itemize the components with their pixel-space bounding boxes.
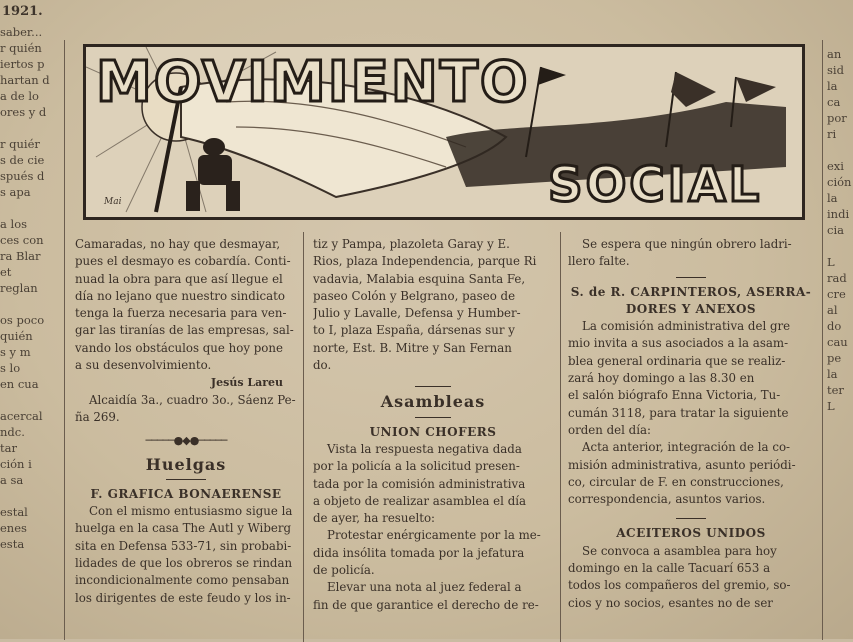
text-line: mio invita a sus asociados a la asam-	[568, 336, 789, 351]
section-title-asambleas: Asambleas	[380, 392, 486, 412]
text-line: dida insólita tomada por la jefatura	[313, 545, 525, 560]
fragment-line: ces con	[0, 233, 44, 247]
fragment-line: indi	[827, 207, 850, 221]
text-line: lidades de que los obreros se rindan	[75, 556, 293, 571]
artist-signature: Mai	[104, 197, 122, 207]
text-line: Protestar enérgicamente por la me-	[327, 528, 541, 543]
fragment-line	[0, 120, 62, 136]
fragment-line: estal	[0, 505, 28, 519]
column-rule-left	[64, 40, 65, 640]
issue-date: 1921.	[2, 4, 43, 19]
section-title-huelgas: Huelgas	[145, 454, 227, 474]
text-line: Camaradas, no hay que desmayar,	[75, 237, 281, 251]
fragment-line: a los	[0, 217, 28, 231]
article-paragraph	[568, 439, 814, 508]
fragment-line: iertos p	[0, 57, 45, 71]
text-line: Rios, plaza Independencia, parque Ri	[313, 254, 537, 269]
author-address	[75, 392, 297, 427]
text-line: zará hoy domingo a las 8.30 en	[568, 371, 755, 386]
text-line: el salón biógrafo Enna Victoria, Tu-	[568, 388, 781, 403]
fragment-line: et	[0, 265, 12, 279]
fragment-line: r quién	[0, 41, 42, 55]
text-line: cios y no socios, esantes no de ser	[568, 595, 773, 610]
article-paragraph	[313, 579, 553, 614]
text-line: Se convoca a asamblea para hoy	[582, 543, 777, 558]
text-line: Con el mismo entusiasmo sigue la	[89, 504, 293, 519]
masthead-title-movimiento: MOVIMIENTO	[96, 50, 530, 115]
fragment-line: en cua	[0, 377, 39, 391]
fragment-line: exi	[827, 159, 844, 173]
fragment-line: la	[827, 191, 838, 205]
text-line: orden del día:	[568, 422, 652, 437]
text-line: tiz y Pampa, plazoleta Garay y E.	[313, 237, 510, 251]
text-line: tada por la comisión administrativa	[313, 476, 526, 491]
fragment-line: ndc.	[0, 425, 25, 439]
fragment-line: la	[827, 79, 838, 93]
article-paragraph	[568, 543, 814, 612]
fragment-line	[0, 296, 62, 312]
fragment-line: spués d	[0, 169, 45, 183]
fragment-line: a sa	[0, 473, 24, 487]
section-rule	[415, 386, 451, 387]
text-line: a su desenvolvimiento.	[75, 358, 212, 373]
text-line: pues el desmayo es cobardía. Conti-	[75, 254, 291, 269]
text-line: domingo en la calle Tacuarí 653 a	[568, 561, 771, 576]
fragment-line: an	[827, 47, 842, 61]
fragment-line: ri	[827, 127, 837, 141]
fragment-line: s de cie	[0, 153, 45, 167]
fragment-line: reglan	[0, 281, 38, 295]
text-line: La comisión administrativa del gre	[582, 319, 791, 334]
text-line: DORES Y ANEXOS	[625, 301, 757, 316]
fragment-line: L	[827, 255, 835, 269]
fragment-line	[0, 200, 62, 216]
text-line: de policía.	[313, 563, 375, 578]
fragment-line: hartan d	[0, 73, 50, 87]
text-line: sita en Defensa 533-71, sin probabi-	[75, 538, 292, 553]
section-rule	[676, 277, 706, 278]
subsection-title: F. GRAFICA BONAERENSE	[90, 486, 282, 501]
text-line: ña 269.	[75, 409, 120, 424]
fragment-line: cau	[827, 335, 848, 349]
text-line: tenga la fuerza necesaria para ven-	[75, 306, 287, 321]
masthead-title-social: SOCIAL	[548, 157, 763, 213]
text-line: co, circular de F. en construcciones,	[568, 474, 784, 489]
text-line: Se espera que ningún obrero ladri-	[582, 237, 792, 251]
text-line: incondicionalmente como pensaban	[75, 573, 290, 588]
section-rule	[166, 479, 206, 480]
fragment-line: s lo	[0, 361, 21, 375]
text-line: blea general ordinaria que se realiz-	[568, 353, 786, 368]
fragment-line: sid	[827, 63, 844, 77]
article-paragraph	[313, 236, 553, 374]
fragment-line: pe	[827, 351, 842, 365]
fragment-line: os poco	[0, 313, 45, 327]
fragment-line	[0, 488, 62, 504]
section-rule	[415, 417, 451, 418]
text-line: Acta anterior, integración de la co-	[582, 440, 791, 455]
article-column-1	[75, 236, 297, 607]
article-paragraph	[568, 236, 814, 271]
fragment-line: saber...	[0, 25, 43, 39]
text-line: do.	[313, 358, 332, 373]
text-line: Julio y Lavalle, Defensa y Humber-	[313, 306, 521, 321]
text-line: S. de R. CARPINTEROS, ASERRA-	[570, 284, 812, 299]
fragment-line: quién	[0, 329, 33, 343]
right-column-fragment	[827, 46, 853, 414]
text-line: vadavia, Malabia esquina Santa Fe,	[313, 271, 526, 286]
text-line: de ayer, ha resuelto:	[313, 511, 436, 526]
text-line: huelga en la casa The Autl y Wiberg	[75, 521, 292, 536]
column-rule-right	[822, 40, 823, 640]
fragment-line: cia	[827, 223, 844, 237]
text-line: todos los compañeros del gremio, so-	[568, 578, 791, 593]
fragment-line: r quiér	[0, 137, 40, 151]
author-signature: Jesús Lareu	[210, 376, 283, 390]
fragment-line: ra Blar	[0, 249, 41, 263]
fragment-line: por	[827, 111, 847, 125]
fragment-line: s apa	[0, 185, 31, 199]
fragment-line: s y m	[0, 345, 31, 359]
text-line: llero falte.	[568, 254, 630, 269]
article-column-2	[313, 236, 553, 614]
fragment-line: ción	[827, 175, 852, 189]
article-paragraph	[313, 441, 553, 527]
fragment-line	[0, 392, 62, 408]
text-line: vando los obstáculos que hoy pone	[75, 340, 283, 355]
text-line: Elevar una nota al juez federal a	[327, 580, 522, 595]
fragment-line	[827, 142, 853, 158]
text-line: día no lejano que nuestro sindicato	[75, 288, 286, 303]
article-paragraph	[568, 318, 814, 439]
fragment-line: ca	[827, 95, 841, 109]
article-column-3	[568, 236, 814, 612]
article-paragraph	[75, 236, 297, 374]
fragment-line: ores y d	[0, 105, 47, 119]
text-line: misión administrativa, asunto periódi-	[568, 457, 796, 472]
fragment-line: la	[827, 367, 838, 381]
fragment-line: tar	[0, 441, 17, 455]
fragment-line: cre	[827, 287, 846, 301]
fragment-line: enes	[0, 521, 27, 535]
fragment-line: al	[827, 303, 838, 317]
left-column-fragment	[0, 24, 62, 552]
subsection-title	[568, 284, 814, 319]
fragment-line: ción i	[0, 457, 32, 471]
column-rule-2	[560, 232, 561, 642]
masthead-banner	[83, 44, 805, 220]
text-line: correspondencia, asuntos varios.	[568, 492, 766, 507]
subsection-title: ACEITEROS UNIDOS	[616, 526, 766, 541]
section-rule	[676, 518, 706, 519]
text-line: to I, plaza España, dársenas sur y	[313, 323, 515, 338]
text-line: nuad la obra para que así llegue el	[75, 271, 283, 286]
fragment-line: rad	[827, 271, 847, 285]
fragment-line: L	[827, 399, 835, 413]
subsection-title: UNION CHOFERS	[369, 424, 497, 439]
text-line: por la policía a la solicitud presen-	[313, 459, 520, 474]
fragment-line: a de lo	[0, 89, 39, 103]
text-line: los dirigentes de este feudo y los in-	[75, 590, 291, 605]
text-line: fin de que garantice el derecho de re-	[313, 597, 539, 612]
fragment-line: do	[827, 319, 842, 333]
article-paragraph	[313, 527, 553, 579]
text-line: cumán 3118, para tratar la siguiente	[568, 405, 789, 420]
fragment-line: acercal	[0, 409, 43, 423]
text-line: paseo Colón y Belgrano, paseo de	[313, 288, 516, 303]
fragment-line: esta	[0, 537, 25, 551]
fragment-line	[827, 238, 853, 254]
text-line: norte, Est. B. Mitre y San Fernan	[313, 340, 512, 355]
column-rule-1	[303, 232, 304, 642]
text-line: Vista la respuesta negativa dada	[327, 441, 522, 456]
text-line: Alcaidía 3a., cuadro 3o., Sáenz Pe-	[89, 392, 296, 407]
section-ornament: ─────●◆●─────	[145, 434, 227, 448]
text-line: a objeto de realizar asamblea el día	[313, 493, 527, 508]
article-paragraph	[75, 503, 297, 607]
fragment-line: ter	[827, 383, 844, 397]
text-line: gar las tiranías de las empresas, sal-	[75, 323, 294, 338]
